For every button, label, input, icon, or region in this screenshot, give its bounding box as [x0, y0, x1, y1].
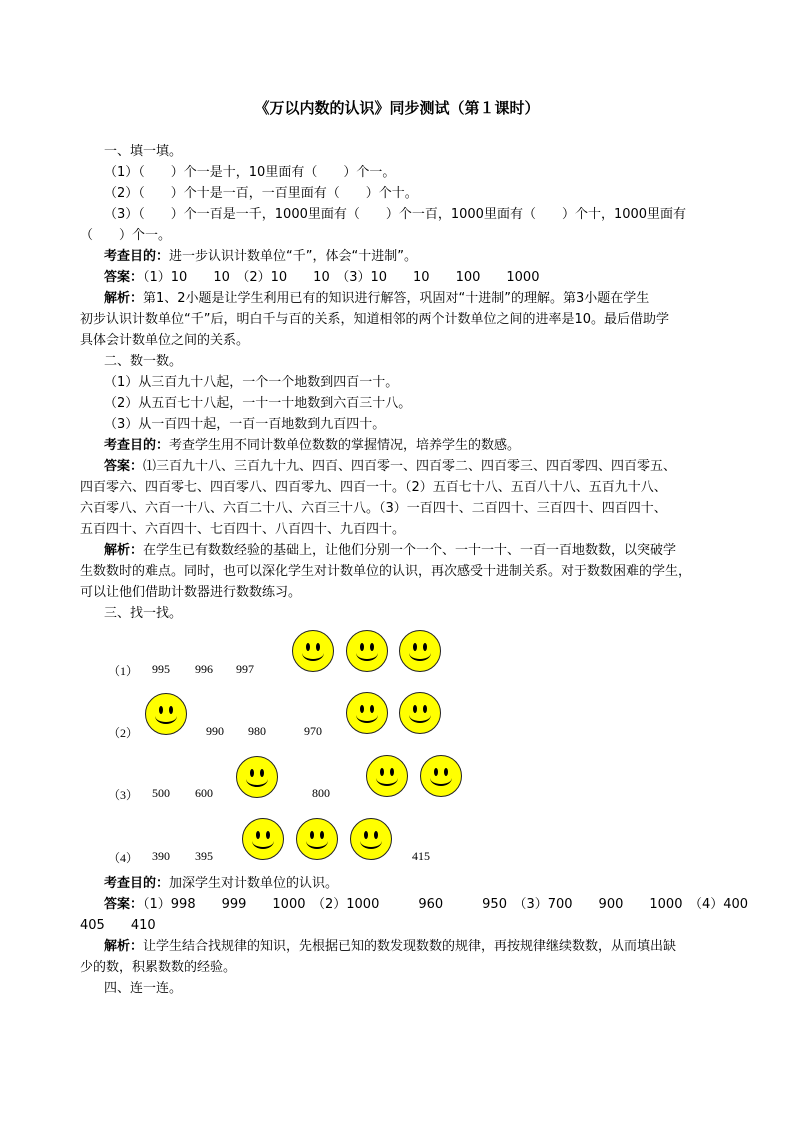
s2-question-2: （2）从五百七十八起，一十一十地数到六百三十八。	[104, 396, 412, 411]
s2-answer	[104, 459, 676, 475]
analysis-label: 解析：	[104, 291, 144, 306]
goal-text: 考查学生用不同计数单位数数的掌握情况，培养学生的数感。	[169, 438, 521, 453]
page-title: 《万以内数的认识》同步测试（第１课时）	[254, 99, 540, 117]
s3-answer-line-2: 405 410	[80, 918, 156, 933]
row-4-number: 390	[152, 849, 170, 863]
s2-analysis-line-2: 生数数时的难点。同时，也可以深化学生对计数单位的认识，再次感受十进制关系。对于数数困难的学生，	[80, 564, 692, 579]
s3-goal	[104, 876, 338, 892]
goal-label: 考查目的：	[104, 438, 170, 453]
s1-answer	[104, 270, 539, 286]
row-4-number: 395	[195, 849, 213, 863]
answer-text: ⑴三百九十八、三百九十九、四百、四百零一、四百零二、四百零三、四百零四、四百零五、	[143, 459, 677, 474]
row-4-label: （4）	[108, 851, 139, 865]
smiley-face-icon	[236, 756, 278, 798]
analysis-text: 第1、2小题是让学生利用已有的知识进行解答，巩固对“十进制”的理解。第3小题在学生	[143, 291, 650, 306]
answer-label: 答案：	[104, 459, 144, 474]
goal-text: 加深学生对计数单位的认识。	[169, 876, 339, 891]
smiley-face-icon	[292, 630, 334, 672]
s1-analysis	[104, 291, 649, 307]
s1-analysis-line-3: 具体会计数单位之间的关系。	[80, 333, 250, 348]
s1-question-3: （3）（ ）个一百是一千，1000里面有（ ）个一百，1000里面有（ ）个十，1000里面有	[104, 207, 687, 222]
smiley-face-icon	[350, 818, 392, 860]
s1-analysis-line-2: 初步认识计数单位“千”后，明白千与百的关系，知道相邻的两个计数单位之间的进率是10。最后借助学	[80, 312, 670, 327]
smiley-face-icon	[366, 755, 408, 797]
answer-label: 答案：	[104, 897, 144, 912]
row-2-number: 990	[206, 724, 224, 738]
smiley-face-icon	[420, 755, 462, 797]
s3-answer	[104, 897, 748, 913]
s2-analysis	[104, 543, 676, 559]
section-4-heading: 四、连一连。	[104, 981, 183, 996]
row-1-number: 995	[152, 662, 170, 676]
answer-text: （1）10 10 （2）10 10 （3）10 10 100 1000	[143, 270, 540, 285]
row-3-label: （3）	[108, 788, 139, 802]
smiley-face-icon	[399, 692, 441, 734]
row-1-label: （1）	[108, 664, 139, 678]
section-3-heading: 三、找一找。	[104, 606, 183, 621]
goal-label: 考查目的：	[104, 249, 170, 264]
s2-answer-line-2: 四百零六、四百零七、四百零八、四百零九、四百一十。（2）五百七十八、五百八十八、五百九十八、	[80, 480, 667, 495]
row-3-number: 500	[152, 786, 170, 800]
answer-text: （1）998 999 1000 （2）1000 960 950 （3）700 900 1000 （4）400	[143, 897, 749, 912]
goal-label: 考查目的：	[104, 876, 170, 891]
smiley-face-icon	[346, 692, 388, 734]
s1-question-2: （2）（ ）个十是一百，一百里面有（ ）个十。	[104, 186, 418, 201]
section-1-heading: 一、填一填。	[104, 144, 183, 159]
s2-question-3: （3）从一百四十起，一百一百地数到九百四十。	[104, 417, 386, 432]
analysis-label: 解析：	[104, 939, 144, 954]
analysis-text: 在学生已有数数经验的基础上，让他们分别一个一个、一十一十、一百一百地数数，以突破学	[143, 543, 677, 558]
smiley-face-icon	[242, 818, 284, 860]
s1-question-1: （1）（ ）个一是十，10里面有（ ）个一。	[104, 165, 396, 180]
row-3-number: 600	[195, 786, 213, 800]
analysis-text: 让学生结合找规律的知识，先根据已知的数发现数数的规律，再按规律继续数数，从而填出缺	[143, 939, 677, 954]
row-2-number: 980	[248, 724, 266, 738]
smiley-face-icon	[346, 630, 388, 672]
row-1-number: 997	[236, 662, 254, 676]
analysis-label: 解析：	[104, 543, 144, 558]
s3-analysis-line-2: 少的数，积累数数的经验。	[80, 960, 237, 975]
row-2-number: 970	[304, 724, 322, 738]
s2-goal	[104, 438, 520, 454]
section-2-heading: 二、数一数。	[104, 354, 183, 369]
s2-question-1: （1）从三百九十八起，一个一个地数到四百一十。	[104, 375, 399, 390]
s3-analysis	[104, 939, 676, 955]
answer-label: 答案：	[104, 270, 144, 285]
s1-goal	[104, 249, 417, 265]
s1-question-3-cont: （ ）个一。	[80, 228, 172, 243]
row-1-number: 996	[195, 662, 213, 676]
goal-text: 进一步认识计数单位“千”，体会“十进制”。	[169, 249, 417, 264]
smiley-face-icon	[399, 630, 441, 672]
s2-analysis-line-3: 可以让他们借助计数器进行数数练习。	[80, 585, 302, 600]
row-3-number: 800	[312, 786, 330, 800]
smiley-face-icon	[145, 693, 187, 735]
s2-answer-line-4: 五百四十、六百四十、七百四十、八百四十、九百四十。	[80, 522, 406, 537]
row-2-label: （2）	[108, 726, 139, 740]
row-4-number: 415	[412, 849, 430, 863]
s2-answer-line-3: 六百零八、六百一十八、六百二十八、六百三十八。（3）一百四十、二百四十、三百四十、四百四十、	[80, 501, 667, 516]
smiley-face-icon	[296, 818, 338, 860]
